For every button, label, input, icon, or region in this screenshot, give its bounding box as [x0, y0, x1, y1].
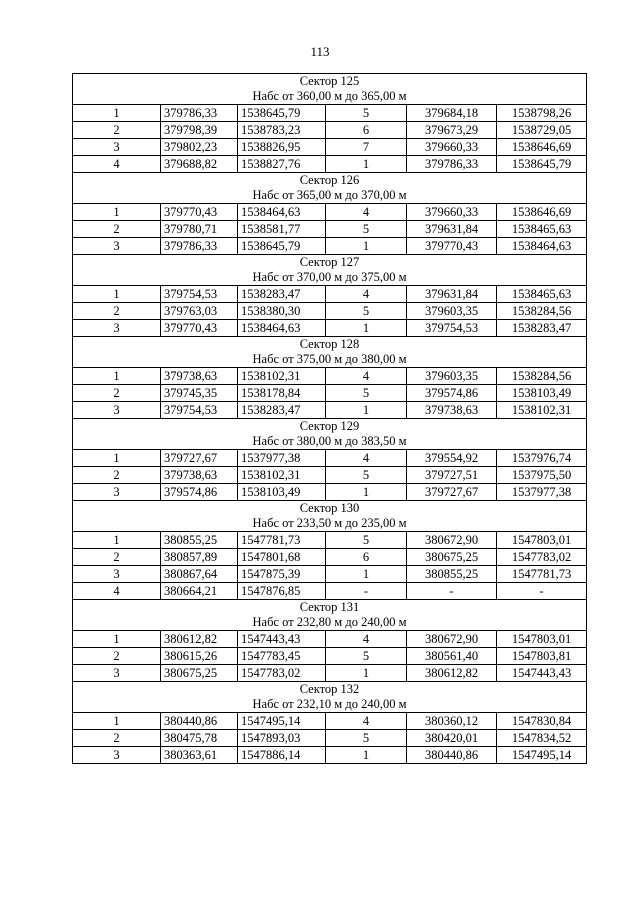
- point-number-left: 4: [73, 583, 161, 600]
- point-number-left: 2: [73, 648, 161, 665]
- table-row: [73, 385, 587, 402]
- sector-title: Сектор 131: [299, 600, 360, 614]
- point-number-left: 1: [73, 286, 161, 303]
- point-number-left: 3: [73, 747, 161, 764]
- y-coordinate-left: 1538826,95: [238, 139, 326, 156]
- point-number-left: 3: [73, 238, 161, 255]
- x-coordinate-left: 380675,25: [161, 665, 238, 682]
- point-number-right: 5: [326, 648, 407, 665]
- point-number-right: 4: [326, 286, 407, 303]
- sector-header: [73, 501, 587, 532]
- table-row: [73, 303, 587, 320]
- table-row: [73, 221, 587, 238]
- point-number-right: 1: [326, 320, 407, 337]
- point-number-left: 1: [73, 631, 161, 648]
- y-coordinate-right: 1538284,56: [497, 303, 587, 320]
- x-coordinate-left: 380615,26: [161, 648, 238, 665]
- table-row: [73, 156, 587, 173]
- sector-header: [73, 337, 587, 368]
- point-number-right: 6: [326, 122, 407, 139]
- sector-title: Сектор 128: [299, 337, 360, 351]
- y-coordinate-right: 1538729,05: [497, 122, 587, 139]
- point-number-right: 7: [326, 139, 407, 156]
- y-coordinate-left: 1538380,30: [238, 303, 326, 320]
- point-number-right: 1: [326, 484, 407, 501]
- y-coordinate-right: 1547443,43: [497, 665, 587, 682]
- x-coordinate-left: 379786,33: [161, 238, 238, 255]
- point-number-right: 1: [326, 747, 407, 764]
- point-number-right: 6: [326, 549, 407, 566]
- x-coordinate-left: 379780,71: [161, 221, 238, 238]
- point-number-right: 4: [326, 368, 407, 385]
- sector-header-row: [73, 501, 587, 532]
- x-coordinate-left: 379754,53: [161, 402, 238, 419]
- y-coordinate-left: 1538283,47: [238, 402, 326, 419]
- y-coordinate-left: 1538645,79: [238, 238, 326, 255]
- y-coordinate-right: 1538645,79: [497, 156, 587, 173]
- point-number-right: 5: [326, 303, 407, 320]
- x-coordinate-left: 380867,64: [161, 566, 238, 583]
- table-row: [73, 631, 587, 648]
- y-coordinate-right: 1547830,84: [497, 713, 587, 730]
- x-coordinate-right: 380612,82: [407, 665, 497, 682]
- x-coordinate-left: 379786,33: [161, 105, 238, 122]
- point-number-left: 2: [73, 467, 161, 484]
- point-number-right: 1: [326, 238, 407, 255]
- x-coordinate-left: 379574,86: [161, 484, 238, 501]
- x-coordinate-left: 380664,21: [161, 583, 238, 600]
- x-coordinate-left: 379754,53: [161, 286, 238, 303]
- table-row: [73, 566, 587, 583]
- sector-height-range: Набс от 233,50 м до 235,00 м: [252, 516, 407, 530]
- x-coordinate-right: 379684,18: [407, 105, 497, 122]
- sector-header: [73, 74, 587, 105]
- point-number-right: 5: [326, 467, 407, 484]
- sector-height-range: Набс от 375,00 м до 380,00 м: [252, 352, 407, 366]
- x-coordinate-right: 380561,40: [407, 648, 497, 665]
- sector-header: [73, 255, 587, 286]
- sector-title: Сектор 130: [299, 501, 360, 515]
- point-number-right: 1: [326, 156, 407, 173]
- x-coordinate-left: 380440,86: [161, 713, 238, 730]
- x-coordinate-right: 379738,63: [407, 402, 497, 419]
- y-coordinate-left: 1538827,76: [238, 156, 326, 173]
- y-coordinate-right: 1537977,38: [497, 484, 587, 501]
- sector-header: [73, 173, 587, 204]
- y-coordinate-right: 1547495,14: [497, 747, 587, 764]
- y-coordinate-right: 1537975,50: [497, 467, 587, 484]
- sector-height-range: Набс от 380,00 м до 383,50 м: [252, 434, 407, 448]
- point-number-right: 5: [326, 730, 407, 747]
- page-number: 113: [310, 44, 330, 59]
- y-coordinate-right: 1547783,02: [497, 549, 587, 566]
- y-coordinate-left: 1538581,77: [238, 221, 326, 238]
- x-coordinate-right: 380360,12: [407, 713, 497, 730]
- point-number-left: 2: [73, 730, 161, 747]
- sector-height-range: Набс от 232,80 м до 240,00 м: [252, 615, 407, 629]
- x-coordinate-right: 379754,53: [407, 320, 497, 337]
- table-row: [73, 730, 587, 747]
- x-coordinate-right: 379673,29: [407, 122, 497, 139]
- y-coordinate-left: 1538283,47: [238, 286, 326, 303]
- point-number-left: 1: [73, 368, 161, 385]
- x-coordinate-left: 380612,82: [161, 631, 238, 648]
- point-number-right: 1: [326, 402, 407, 419]
- table-row: [73, 532, 587, 549]
- point-number-left: 3: [73, 402, 161, 419]
- x-coordinate-left: 380857,89: [161, 549, 238, 566]
- x-coordinate-right: 379631,84: [407, 286, 497, 303]
- x-coordinate-right: 379727,51: [407, 467, 497, 484]
- x-coordinate-right: 379786,33: [407, 156, 497, 173]
- point-number-right: 4: [326, 204, 407, 221]
- x-coordinate-right: 379631,84: [407, 221, 497, 238]
- y-coordinate-right: 1538798,26: [497, 105, 587, 122]
- table-row: [73, 238, 587, 255]
- point-number-right: 4: [326, 631, 407, 648]
- x-coordinate-left: 379763,03: [161, 303, 238, 320]
- table-row: [73, 105, 587, 122]
- y-coordinate-right: -: [497, 583, 587, 600]
- x-coordinate-left: 379798,39: [161, 122, 238, 139]
- y-coordinate-left: 1547886,14: [238, 747, 326, 764]
- sector-header: [73, 419, 587, 450]
- sector-header-row: [73, 255, 587, 286]
- table-row: [73, 467, 587, 484]
- y-coordinate-left: 1547783,45: [238, 648, 326, 665]
- x-coordinate-left: 379770,43: [161, 204, 238, 221]
- y-coordinate-left: 1547443,43: [238, 631, 326, 648]
- y-coordinate-right: 1547803,01: [497, 532, 587, 549]
- point-number-left: 3: [73, 139, 161, 156]
- y-coordinate-left: 1538464,63: [238, 204, 326, 221]
- sector-height-range: Набс от 365,00 м до 370,00 м: [252, 188, 407, 202]
- y-coordinate-left: 1538783,23: [238, 122, 326, 139]
- y-coordinate-right: 1538283,47: [497, 320, 587, 337]
- x-coordinate-right: -: [407, 583, 497, 600]
- x-coordinate-right: 379770,43: [407, 238, 497, 255]
- y-coordinate-left: 1547495,14: [238, 713, 326, 730]
- point-number-left: 3: [73, 320, 161, 337]
- x-coordinate-left: 379802,23: [161, 139, 238, 156]
- table-row: [73, 368, 587, 385]
- table-row: [73, 122, 587, 139]
- table-row: [73, 747, 587, 764]
- point-number-right: 1: [326, 566, 407, 583]
- point-number-right: 1: [326, 665, 407, 682]
- y-coordinate-left: 1538103,49: [238, 484, 326, 501]
- x-coordinate-right: 379574,86: [407, 385, 497, 402]
- y-coordinate-right: 1547803,81: [497, 648, 587, 665]
- x-coordinate-left: 379745,35: [161, 385, 238, 402]
- table-row: [73, 549, 587, 566]
- y-coordinate-right: 1538102,31: [497, 402, 587, 419]
- y-coordinate-left: 1547781,73: [238, 532, 326, 549]
- sector-title: Сектор 125: [299, 74, 360, 88]
- point-number-right: 5: [326, 105, 407, 122]
- x-coordinate-right: 380675,25: [407, 549, 497, 566]
- sector-header-row: [73, 173, 587, 204]
- sector-title: Сектор 129: [299, 419, 360, 433]
- point-number-left: 1: [73, 204, 161, 221]
- y-coordinate-right: 1538646,69: [497, 204, 587, 221]
- point-number-left: 2: [73, 122, 161, 139]
- x-coordinate-right: 380672,90: [407, 532, 497, 549]
- x-coordinate-right: 380672,90: [407, 631, 497, 648]
- table-row: [73, 286, 587, 303]
- y-coordinate-left: 1538464,63: [238, 320, 326, 337]
- y-coordinate-left: 1538645,79: [238, 105, 326, 122]
- sector-header-row: [73, 419, 587, 450]
- sector-header: [73, 600, 587, 631]
- table-row: [73, 665, 587, 682]
- y-coordinate-right: 1547781,73: [497, 566, 587, 583]
- y-coordinate-right: 1537976,74: [497, 450, 587, 467]
- y-coordinate-left: 1538178,84: [238, 385, 326, 402]
- y-coordinate-right: 1538646,69: [497, 139, 587, 156]
- x-coordinate-left: 379727,67: [161, 450, 238, 467]
- y-coordinate-right: 1547803,01: [497, 631, 587, 648]
- y-coordinate-left: 1537977,38: [238, 450, 326, 467]
- point-number-right: 5: [326, 221, 407, 238]
- x-coordinate-left: 379738,63: [161, 368, 238, 385]
- y-coordinate-left: 1547783,02: [238, 665, 326, 682]
- x-coordinate-left: 380475,78: [161, 730, 238, 747]
- sector-title: Сектор 127: [299, 255, 360, 269]
- x-coordinate-right: 380440,86: [407, 747, 497, 764]
- y-coordinate-left: 1538102,31: [238, 467, 326, 484]
- y-coordinate-left: 1538102,31: [238, 368, 326, 385]
- sector-header-row: [73, 682, 587, 713]
- point-number-right: 4: [326, 450, 407, 467]
- sector-height-range: Набс от 370,00 м до 375,00 м: [252, 270, 407, 284]
- point-number-right: 5: [326, 532, 407, 549]
- sector-header: [73, 682, 587, 713]
- x-coordinate-left: 379770,43: [161, 320, 238, 337]
- sector-header-row: [73, 74, 587, 105]
- sector-header-row: [73, 600, 587, 631]
- y-coordinate-right: 1547834,52: [497, 730, 587, 747]
- y-coordinate-right: 1538103,49: [497, 385, 587, 402]
- x-coordinate-left: 380363,61: [161, 747, 238, 764]
- sector-height-range: Набс от 232,10 м до 240,00 м: [252, 697, 407, 711]
- y-coordinate-left: 1547875,39: [238, 566, 326, 583]
- x-coordinate-right: 380855,25: [407, 566, 497, 583]
- y-coordinate-right: 1538465,63: [497, 286, 587, 303]
- point-number-left: 1: [73, 532, 161, 549]
- x-coordinate-right: 379660,33: [407, 204, 497, 221]
- table-row: [73, 484, 587, 501]
- y-coordinate-right: 1538465,63: [497, 221, 587, 238]
- point-number-right: -: [326, 583, 407, 600]
- table-row: [73, 450, 587, 467]
- x-coordinate-right: 379660,33: [407, 139, 497, 156]
- y-coordinate-left: 1547876,85: [238, 583, 326, 600]
- point-number-right: 4: [326, 713, 407, 730]
- point-number-left: 3: [73, 566, 161, 583]
- point-number-left: 1: [73, 105, 161, 122]
- sector-title: Сектор 132: [299, 682, 360, 696]
- table-row: [73, 402, 587, 419]
- x-coordinate-left: 379688,82: [161, 156, 238, 173]
- x-coordinate-right: 380420,01: [407, 730, 497, 747]
- point-number-left: 2: [73, 303, 161, 320]
- y-coordinate-right: 1538464,63: [497, 238, 587, 255]
- sector-height-range: Набс от 360,00 м до 365,00 м: [252, 89, 407, 103]
- table-row: [73, 139, 587, 156]
- table-row: [73, 583, 587, 600]
- x-coordinate-right: 379603,35: [407, 368, 497, 385]
- sector-title: Сектор 126: [299, 173, 360, 187]
- point-number-left: 4: [73, 156, 161, 173]
- x-coordinate-left: 379738,63: [161, 467, 238, 484]
- x-coordinate-right: 379603,35: [407, 303, 497, 320]
- sector-header-row: [73, 337, 587, 368]
- point-number-left: 1: [73, 450, 161, 467]
- point-number-left: 2: [73, 221, 161, 238]
- y-coordinate-left: 1547801,68: [238, 549, 326, 566]
- coordinates-table: [72, 73, 587, 764]
- point-number-left: 3: [73, 665, 161, 682]
- x-coordinate-left: 380855,25: [161, 532, 238, 549]
- table-row: [73, 648, 587, 665]
- table-row: [73, 713, 587, 730]
- x-coordinate-right: 379554,92: [407, 450, 497, 467]
- point-number-left: 2: [73, 385, 161, 402]
- y-coordinate-right: 1538284,56: [497, 368, 587, 385]
- x-coordinate-right: 379727,67: [407, 484, 497, 501]
- point-number-right: 5: [326, 385, 407, 402]
- table-row: [73, 320, 587, 337]
- table-row: [73, 204, 587, 221]
- y-coordinate-left: 1547893,03: [238, 730, 326, 747]
- point-number-left: 2: [73, 549, 161, 566]
- point-number-left: 1: [73, 713, 161, 730]
- point-number-left: 3: [73, 484, 161, 501]
